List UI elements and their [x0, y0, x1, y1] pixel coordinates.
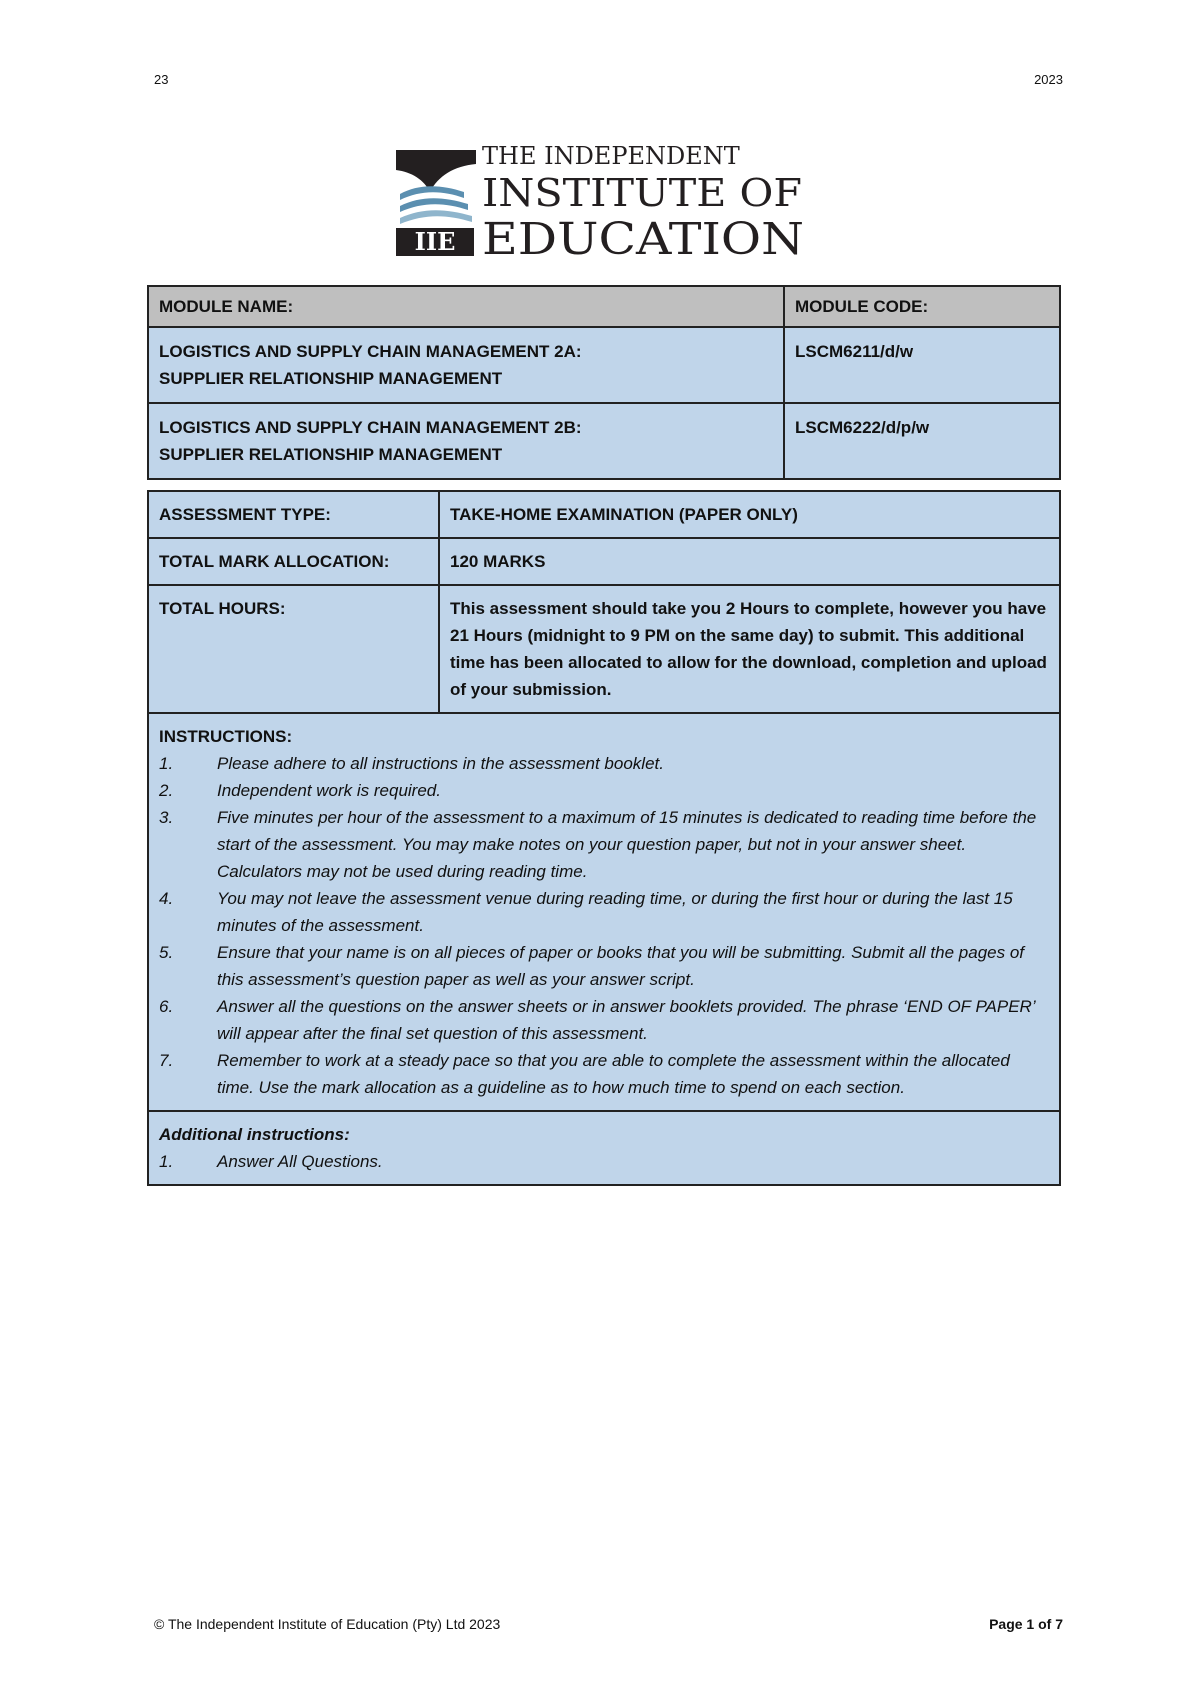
module-name-cell	[148, 327, 784, 403]
instruction-text: Remember to work at a steady pace so that you are able to complete the assessment within the allocated time. Use the mark allocation as a guideline as to how much time to spend on each section.	[217, 1051, 1010, 1097]
instruction-text: Five minutes per hour of the assessment to a maximum of 15 minutes is dedicated to reading time before the start of the assessment. You may make notes on your question paper, but not in your answer sheet. Calculators may not be used during reading time.	[217, 808, 1037, 881]
header-year: 2023	[1034, 72, 1063, 87]
instruction-number: 5.	[159, 943, 174, 962]
module-name-cell	[148, 403, 784, 479]
module-code-cell: LSCM6222/d/p/w	[784, 403, 1060, 479]
additional-instructions-cell	[148, 1111, 1060, 1185]
instruction-item	[159, 885, 1049, 939]
total-hours-label: TOTAL HOURS:	[148, 585, 439, 713]
mark-allocation-value: 120 MARKS	[439, 538, 1060, 585]
assessment-type-value: TAKE-HOME EXAMINATION (PAPER ONLY)	[439, 491, 1060, 538]
additional-instructions-row	[148, 1111, 1060, 1185]
mark-allocation-label: TOTAL MARK ALLOCATION:	[148, 538, 439, 585]
instructions-cell	[148, 713, 1060, 1111]
additional-instruction-text: Answer All Questions.	[217, 1152, 383, 1171]
module-name-header: MODULE NAME:	[148, 286, 784, 327]
instruction-item	[159, 993, 1049, 1047]
additional-instruction-number: 1.	[159, 1152, 174, 1171]
module-table-header	[148, 286, 1060, 327]
instruction-text: Please adhere to all instructions in the assessment booklet.	[217, 754, 664, 773]
logo-line2: INSTITUTE OF	[482, 171, 802, 215]
instruction-text: Independent work is required.	[217, 781, 441, 800]
logo-mark: IIE	[414, 227, 456, 256]
additional-instructions-list	[159, 1148, 1049, 1175]
footer-page-number: Page 1 of 7	[989, 1616, 1063, 1632]
logo-line3: EDUCATION	[482, 214, 804, 258]
additional-instruction-item	[159, 1148, 1049, 1175]
total-hours-value: This assessment should take you 2 Hours to complete, however you have 21 Hours (midnight to 9 PM on the same day) to submit. This additional time has been allocated to allow for the download, completion and upload of your submission.	[439, 585, 1060, 713]
iie-logo	[394, 142, 814, 258]
module-code-cell: LSCM6211/d/w	[784, 327, 1060, 403]
instruction-number: 2.	[159, 781, 174, 800]
header-page-number: 23	[154, 72, 169, 87]
module-name-line1: LOGISTICS AND SUPPLY CHAIN MANAGEMENT 2A:	[159, 342, 582, 361]
module-name-line1: LOGISTICS AND SUPPLY CHAIN MANAGEMENT 2B:	[159, 418, 582, 437]
logo-line1: THE INDEPENDENT	[482, 142, 740, 170]
instruction-text: Answer all the questions on the answer sheets or in answer booklets provided. The phrase ‘END OF PAPER’ will appear after the final set question of this assessment.	[217, 997, 1035, 1043]
module-name-line2: SUPPLIER RELATIONSHIP MANAGEMENT	[159, 445, 503, 464]
instruction-number: 3.	[159, 808, 174, 827]
module-code-header: MODULE CODE:	[784, 286, 1060, 327]
assessment-type-label: ASSESSMENT TYPE:	[148, 491, 439, 538]
module-row	[148, 403, 1060, 479]
module-table	[147, 285, 1061, 480]
instruction-number: 4.	[159, 889, 174, 908]
assessment-table	[147, 490, 1061, 1186]
instruction-item	[159, 804, 1049, 885]
mark-allocation-row	[148, 538, 1060, 585]
additional-instructions-title: Additional instructions:	[159, 1125, 350, 1144]
instruction-item	[159, 777, 1049, 804]
footer-copyright: © The Independent Institute of Education (Pty) Ltd 2023	[154, 1616, 501, 1632]
assessment-type-row	[148, 491, 1060, 538]
instruction-text: Ensure that your name is on all pieces of paper or books that you will be submitting. Submit all the pages of this assessment’s question paper as well as your answer script.	[217, 943, 1025, 989]
instruction-number: 6.	[159, 997, 174, 1016]
instruction-number: 1.	[159, 754, 174, 773]
instructions-list	[159, 750, 1049, 1101]
module-name-line2: SUPPLIER RELATIONSHIP MANAGEMENT	[159, 369, 503, 388]
instruction-item	[159, 750, 1049, 777]
instruction-text: You may not leave the assessment venue during reading time, or during the first hour or during the last 15 minutes of the assessment.	[217, 889, 1013, 935]
instructions-title: INSTRUCTIONS:	[159, 727, 293, 746]
module-row	[148, 327, 1060, 403]
instruction-number: 7.	[159, 1051, 174, 1070]
instructions-row	[148, 713, 1060, 1111]
instruction-item	[159, 1047, 1049, 1101]
total-hours-row	[148, 585, 1060, 713]
instruction-item	[159, 939, 1049, 993]
